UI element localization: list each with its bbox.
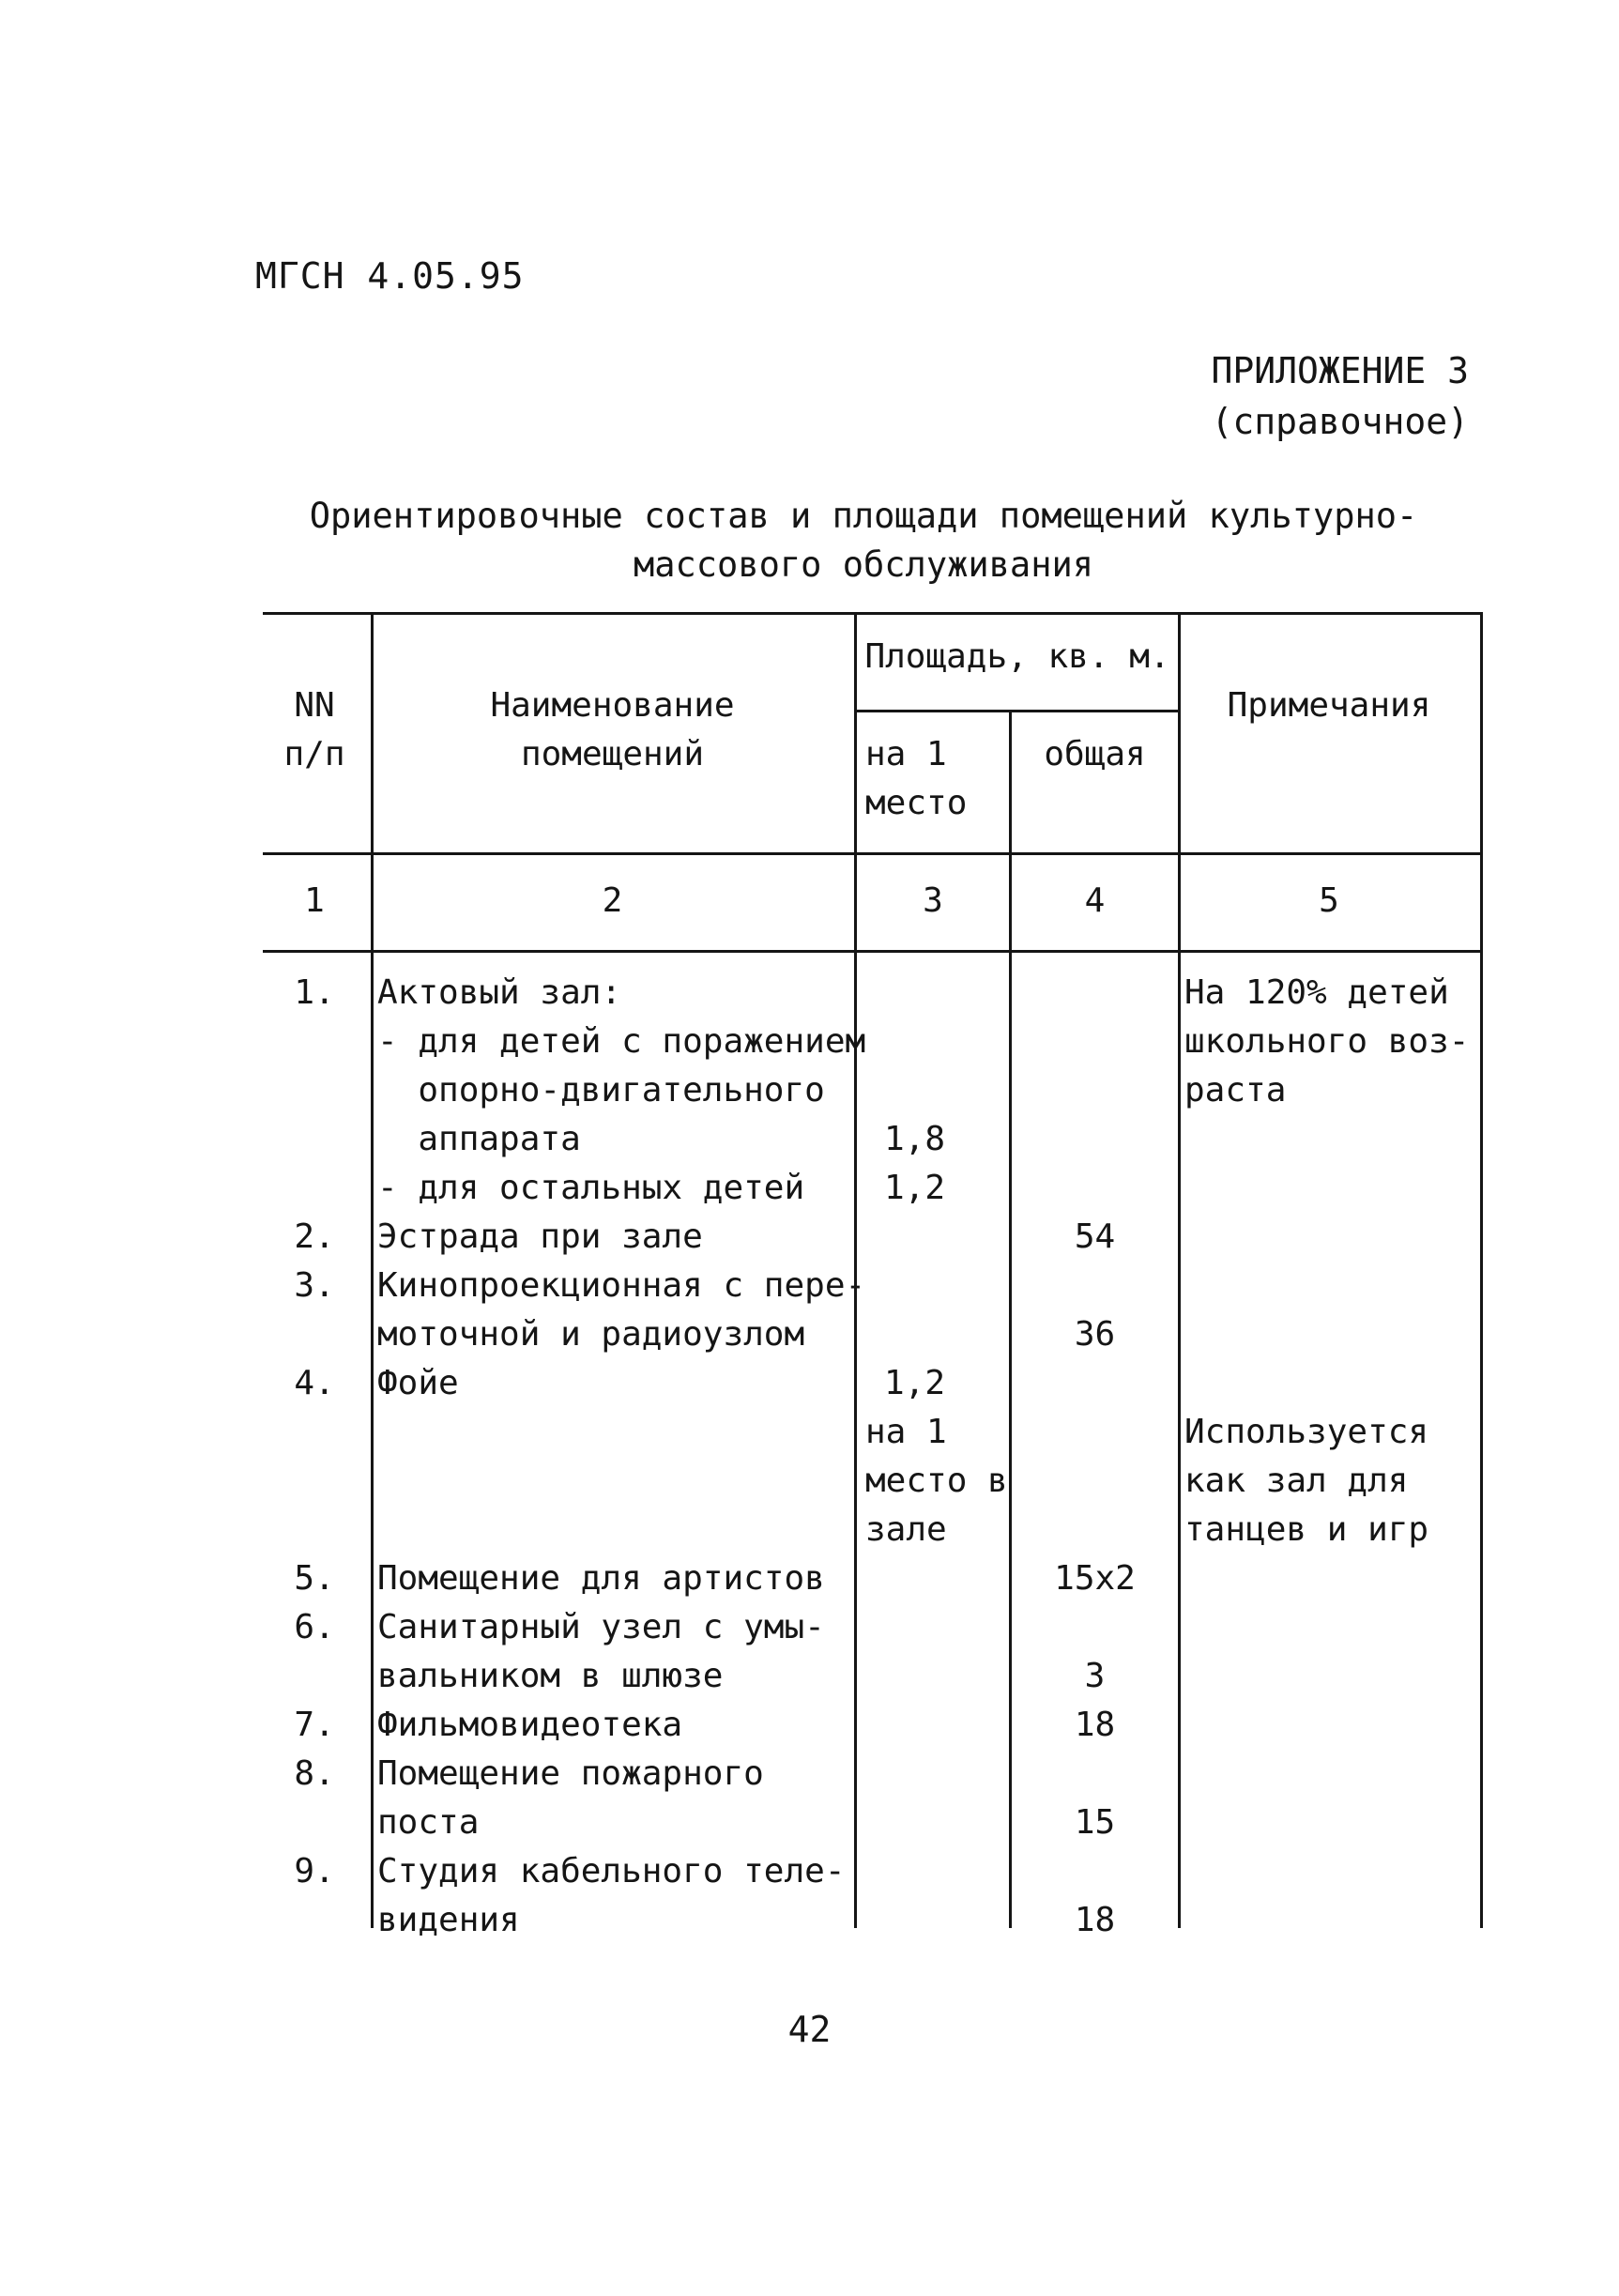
column-number-2: 2: [602, 881, 623, 920]
column-numbers-rule: [263, 950, 1483, 953]
row-room-name: моточной и радиоузлом: [377, 1315, 805, 1354]
row-number: 6.: [294, 1608, 335, 1646]
row-note: раста: [1184, 1071, 1287, 1110]
column-number-3: 3: [923, 881, 943, 920]
row-number: 4.: [294, 1364, 335, 1402]
row-area-per-place: зале: [865, 1510, 947, 1549]
row-room-name: Актовый зал:: [377, 973, 622, 1012]
column-number-5: 5: [1319, 881, 1339, 920]
row-area-per-place: место в: [865, 1462, 1008, 1500]
header-area: Площадь, кв. м.: [864, 637, 1170, 676]
column-number-1: 1: [304, 881, 325, 920]
document-code: МГСН 4.05.95: [255, 255, 525, 297]
row-room-name: Фойе: [377, 1364, 459, 1402]
row-room-name: видения: [377, 1901, 520, 1939]
row-room-name: поста: [377, 1803, 480, 1842]
header-number-line1: NN: [294, 686, 335, 725]
row-room-name: Фильмовидеотека: [377, 1706, 683, 1744]
row-room-name: Эстрада при зале: [377, 1217, 703, 1256]
row-number: 3.: [294, 1266, 335, 1305]
row-area-per-place: на 1: [865, 1413, 947, 1451]
table-right-border: [1480, 612, 1483, 1928]
column-divider-3: [1009, 710, 1012, 1928]
row-number: 2.: [294, 1217, 335, 1256]
table-top-rule: [263, 612, 1483, 615]
area-subheader-rule: [854, 710, 1178, 712]
row-note: Используется: [1184, 1413, 1429, 1451]
appendix-type: (справочное): [1211, 401, 1469, 442]
row-area-total: 54: [1074, 1217, 1116, 1256]
table-title: [263, 492, 1464, 589]
row-room-name: Санитарный узел с умы-: [377, 1608, 825, 1646]
row-note: танцев и игр: [1184, 1510, 1429, 1549]
row-room-name: вальником в шлюзе: [377, 1657, 724, 1695]
title-line-2: массового обслуживания: [633, 544, 1094, 585]
row-room-name: - для детей с поражением: [377, 1022, 866, 1061]
row-note: как зал для: [1184, 1462, 1409, 1500]
header-number-line2: п/п: [283, 735, 345, 773]
row-room-name: опорно-двигательного: [377, 1071, 825, 1110]
header-notes: Примечания: [1227, 686, 1431, 725]
row-area-per-place: 1,2: [884, 1364, 946, 1402]
row-area-total: 18: [1074, 1901, 1116, 1939]
column-number-4: 4: [1084, 881, 1106, 920]
header-name-line2: помещений: [520, 735, 705, 773]
row-room-name: аппарата: [377, 1120, 581, 1158]
row-number: 7.: [294, 1706, 335, 1744]
row-area-total: 15x2: [1054, 1559, 1136, 1598]
header-per-place-line1: на 1: [865, 735, 947, 773]
row-area-total: 18: [1074, 1706, 1116, 1744]
row-number: 5.: [294, 1559, 335, 1598]
row-area-total: 3: [1084, 1657, 1106, 1695]
row-number: 1.: [294, 973, 335, 1012]
row-area-total: 15: [1074, 1803, 1116, 1842]
title-line-1: Ориентировочные состав и площади помещений культурно-: [309, 496, 1418, 536]
row-area-total: 36: [1074, 1315, 1116, 1354]
row-room-name: Студия кабельного теле-: [377, 1852, 846, 1890]
header-name-line1: Наименование: [490, 686, 735, 725]
column-divider-1: [371, 612, 374, 1928]
row-room-name: Помещение для артистов: [377, 1559, 825, 1598]
appendix-label: ПРИЛОЖЕНИЕ 3: [1211, 350, 1469, 391]
page-number: 42: [787, 2009, 832, 2050]
row-area-per-place: 1,2: [884, 1169, 946, 1207]
appendix-heading: [1211, 345, 1469, 447]
row-room-name: - для остальных детей: [377, 1169, 805, 1207]
row-area-per-place: 1,8: [884, 1120, 946, 1158]
row-number: 9.: [294, 1852, 335, 1890]
column-divider-4: [1178, 612, 1181, 1928]
header-bottom-rule: [263, 852, 1483, 855]
header-per-place-line2: место: [865, 784, 968, 822]
row-number: 8.: [294, 1754, 335, 1793]
row-note: На 120% детей: [1184, 973, 1449, 1012]
row-room-name: Помещение пожарного: [377, 1754, 764, 1793]
row-note: школьного воз-: [1184, 1022, 1470, 1061]
row-room-name: Кинопроекционная с пере-: [377, 1266, 866, 1305]
header-total: общая: [1044, 735, 1146, 773]
